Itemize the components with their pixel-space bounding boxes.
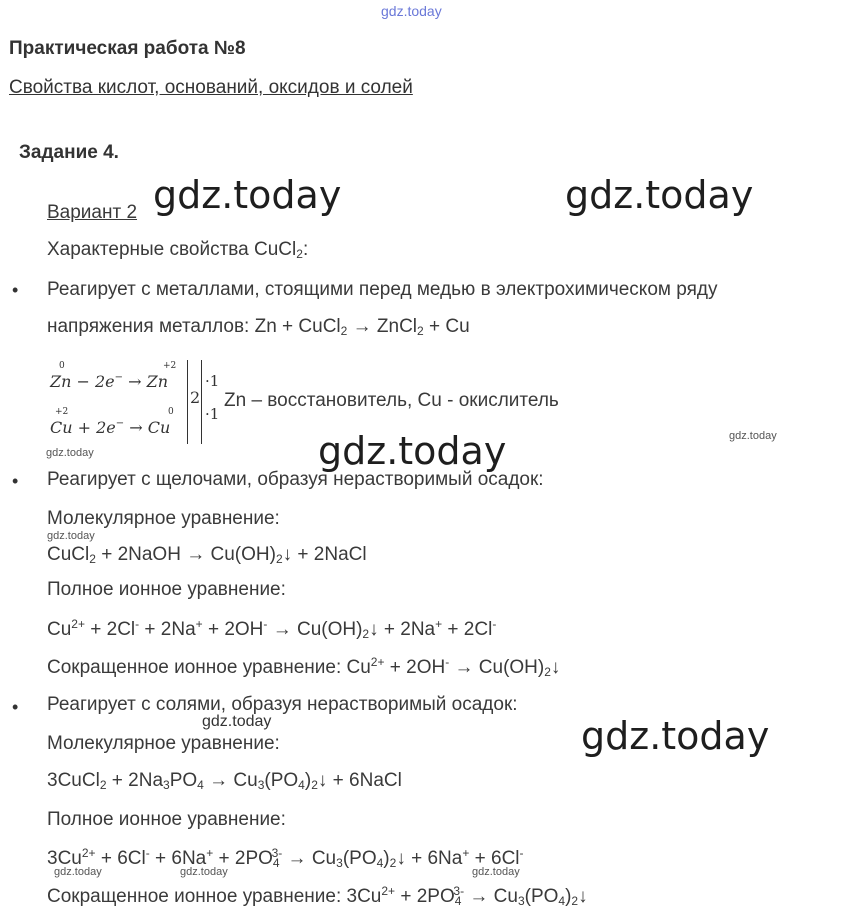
watermark-small-2: gdz.today xyxy=(729,430,777,442)
watermark-medium: gdz.today xyxy=(202,713,272,730)
balance-divider-2 xyxy=(201,360,202,444)
task-title: Задание 4. xyxy=(19,142,119,163)
bullet3-line1: Реагирует с солями, образуя нерастворимый осадок: xyxy=(47,694,518,715)
watermark-top: gdz.today xyxy=(381,3,442,19)
balance-coef-2: ·1 xyxy=(205,405,220,423)
balance-coef-1: ·1 xyxy=(205,372,220,390)
bullet2-mol-equation: CuCl$_2$ + 2NaOH → $Cu(OH)_2↓$ + 2NaCl xyxy=(47,544,367,566)
ox-state-zn-0: 0 xyxy=(59,361,65,371)
watermark-small-1: gdz.today xyxy=(46,447,94,459)
bullet2-line1: Реагирует с щелочами, образуя нерастворимый осадок: xyxy=(47,469,544,490)
bullet-1: • xyxy=(12,280,19,300)
balance-divider-1 xyxy=(187,360,188,444)
watermark-big-1: gdz.today xyxy=(153,173,342,217)
watermark-small-4: gdz.today xyxy=(54,866,102,878)
bullet-2: • xyxy=(12,471,19,491)
bullet3-mol-label: Молекулярное уравнение: xyxy=(47,733,280,754)
watermark-big-2: gdz.today xyxy=(565,173,754,217)
watermark-small-6: gdz.today xyxy=(472,866,520,878)
bullet3-full-label: Полное ионное уравнение: xyxy=(47,809,286,830)
bullet2-short-equation: Сокращенное ионное уравнение: $Cu^{2+} + 2OH^-$ → $Cu(OH)_2↓$ xyxy=(47,655,561,679)
watermark-big-3: gdz.today xyxy=(318,429,507,473)
bullet-3: • xyxy=(12,697,19,717)
props-label: Характерные свойства CuCl$_2$: xyxy=(47,239,309,261)
bullet2-full-equation: $Cu^{2+} + 2Cl^- + 2Na^+ + 2OH^-$ → $Cu(OH)_2↓ + 2Na^+ + 2Cl^-$ xyxy=(47,617,497,641)
bullet3-mol-equation: 3CuCl$_2$ + $2Na_3PO_4$ → $Cu_3(PO_4)_2↓$ + 6NaCl xyxy=(47,770,402,792)
watermark-small-5: gdz.today xyxy=(180,866,228,878)
page-subtitle: Свойства кислот, оснований, оксидов и солей xyxy=(9,77,413,98)
ox-state-zn-plus2: +2 xyxy=(163,361,177,371)
balance-row-1: Zn − 2e− → Zn xyxy=(50,372,169,391)
ox-state-cu-0: 0 xyxy=(168,407,174,417)
balance-factor: 2 xyxy=(190,388,201,407)
bullet3-short-equation: Сокращенное ионное уравнение: $3Cu^{2+} + 2PO_4^{3-}$ → $Cu_3(PO_4)_2↓$ xyxy=(47,884,588,908)
bullet1-line1: Реагирует с металлами, стоящими перед медью в электрохимическом ряду xyxy=(47,279,718,300)
bullet2-mol-label: Молекулярное уравнение: xyxy=(47,508,280,529)
page-title: Практическая работа №8 xyxy=(9,38,246,59)
bullet2-full-label: Полное ионное уравнение: xyxy=(47,579,286,600)
bullet3-full-equation: $3Cu^{2+} + 6Cl^- + 6Na^+ + 2PO_4^{3-}$ → $Cu_3(PO_4)_2↓ + 6Na^+ + 6Cl^-$ xyxy=(47,846,524,870)
bullet1-equation: напряжения металлов: Zn + CuCl$_2$ → ZnCl$_2$ + Cu xyxy=(47,316,470,338)
balance-row-2: Cu + 2e− → Cu xyxy=(50,418,171,437)
watermark-big-4: gdz.today xyxy=(581,714,770,758)
watermark-small-3: gdz.today xyxy=(47,530,95,542)
variant-label: Вариант 2 xyxy=(47,202,138,223)
ox-state-cu-plus2: +2 xyxy=(55,407,69,417)
balance-conclusion: Zn – восстановитель, Cu - окислитель xyxy=(224,390,559,411)
